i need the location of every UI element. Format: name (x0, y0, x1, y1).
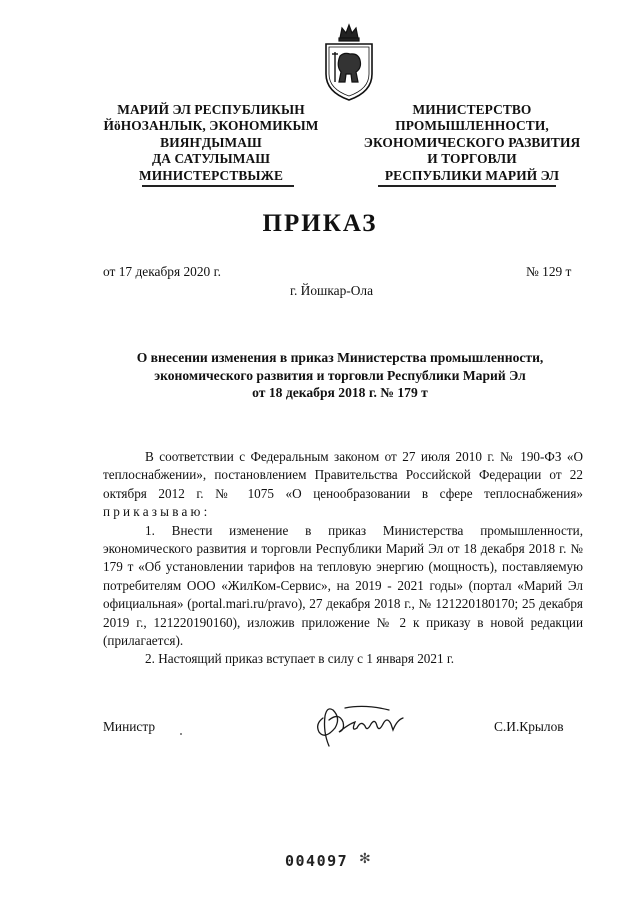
header-rule-left (142, 185, 294, 187)
preamble-text: В соответствии с Федеральным законом от 27 июля 2010 г. № 190-ФЗ «О теплоснабжении», постановлением Правительства Российской Федерации от 22 октября 2012 г. № 1075 «О ценообразовании в сфере теплоснабжения» (103, 449, 583, 501)
order-number: № 129 т (526, 264, 572, 279)
signatory-name: С.И.Крылов (494, 719, 564, 734)
registration-stamp-number: 004097 (285, 852, 349, 870)
header-left-line: МИНИСТЕРСТВЫЖЕ (138, 167, 283, 183)
header-rule-right (378, 185, 556, 187)
subject-line: от 18 декабря 2018 г. № 179 т (252, 385, 428, 401)
signatory-position: Министр (103, 719, 156, 734)
header-right-line: ПРОМЫШЛЕННОСТИ, (395, 118, 549, 134)
order-date: от 17 декабря 2020 г. (103, 264, 221, 279)
document-title: ПРИКАЗ (262, 210, 378, 237)
header-right-line: РЕСПУБЛИКИ МАРИЙ ЭЛ (384, 167, 560, 183)
header-left-line: ЙӧНОЗАНЛЫК, ЭКОНОМИКЫМ (103, 118, 319, 134)
coat-of-arms-icon (318, 22, 380, 102)
header-left-line: ДА САТУЛЫМАШ (151, 151, 271, 167)
body-paragraph-1 (103, 448, 583, 522)
subject-line: экономического развития и торговли Республики Марий Эл (154, 367, 526, 383)
header-right-line: ЭКОНОМИЧЕСКОГО РАЗВИТИЯ (363, 134, 581, 150)
handwritten-signature (305, 698, 415, 754)
header-left-line: ВИЯҤДЫМАШ (160, 134, 262, 150)
asterisk-icon: ✻ (359, 852, 371, 867)
ministry-name-russian (354, 102, 590, 184)
scan-speck (180, 733, 182, 735)
header-right-line: МИНИСТЕРСТВО (412, 102, 532, 117)
body-paragraph-2: 1. Внести изменение в приказ Министерства промышленности, экономического развития и торговли Республики Марий Эл от 18 декабря 2018 г. № 179 т «Об установлении тарифов на тепловую энергию (мощность), поставляемую потребителям ООО «ЖилКом-Сервис», на 2019 - 2021 годы» (портал «Марий Эл официальная» (portal.mari.ru/pravo), 27 декабря 2018 г., № 121220180170; 25 декабря 2019 г., 121220190160), изложив приложение № 2 к приказу в новой редакции (прилагается). (103, 522, 583, 649)
body-paragraph-3: 2. Настоящий приказ вступает в силу с 1 января 2021 г. (145, 651, 455, 667)
subject-line: О внесении изменения в приказ Министерства промышленности, (136, 350, 544, 365)
order-keyword: приказываю: (103, 504, 211, 520)
order-body (103, 448, 583, 669)
order-subject (80, 349, 600, 402)
header-right-line: И ТОРГОВЛИ (427, 151, 517, 167)
header-left-line: МАРИЙ ЭЛ РЕСПУБЛИКЫН (117, 102, 305, 117)
ministry-name-mari (100, 102, 322, 184)
order-city: г. Йошкар-Ола (290, 283, 374, 298)
